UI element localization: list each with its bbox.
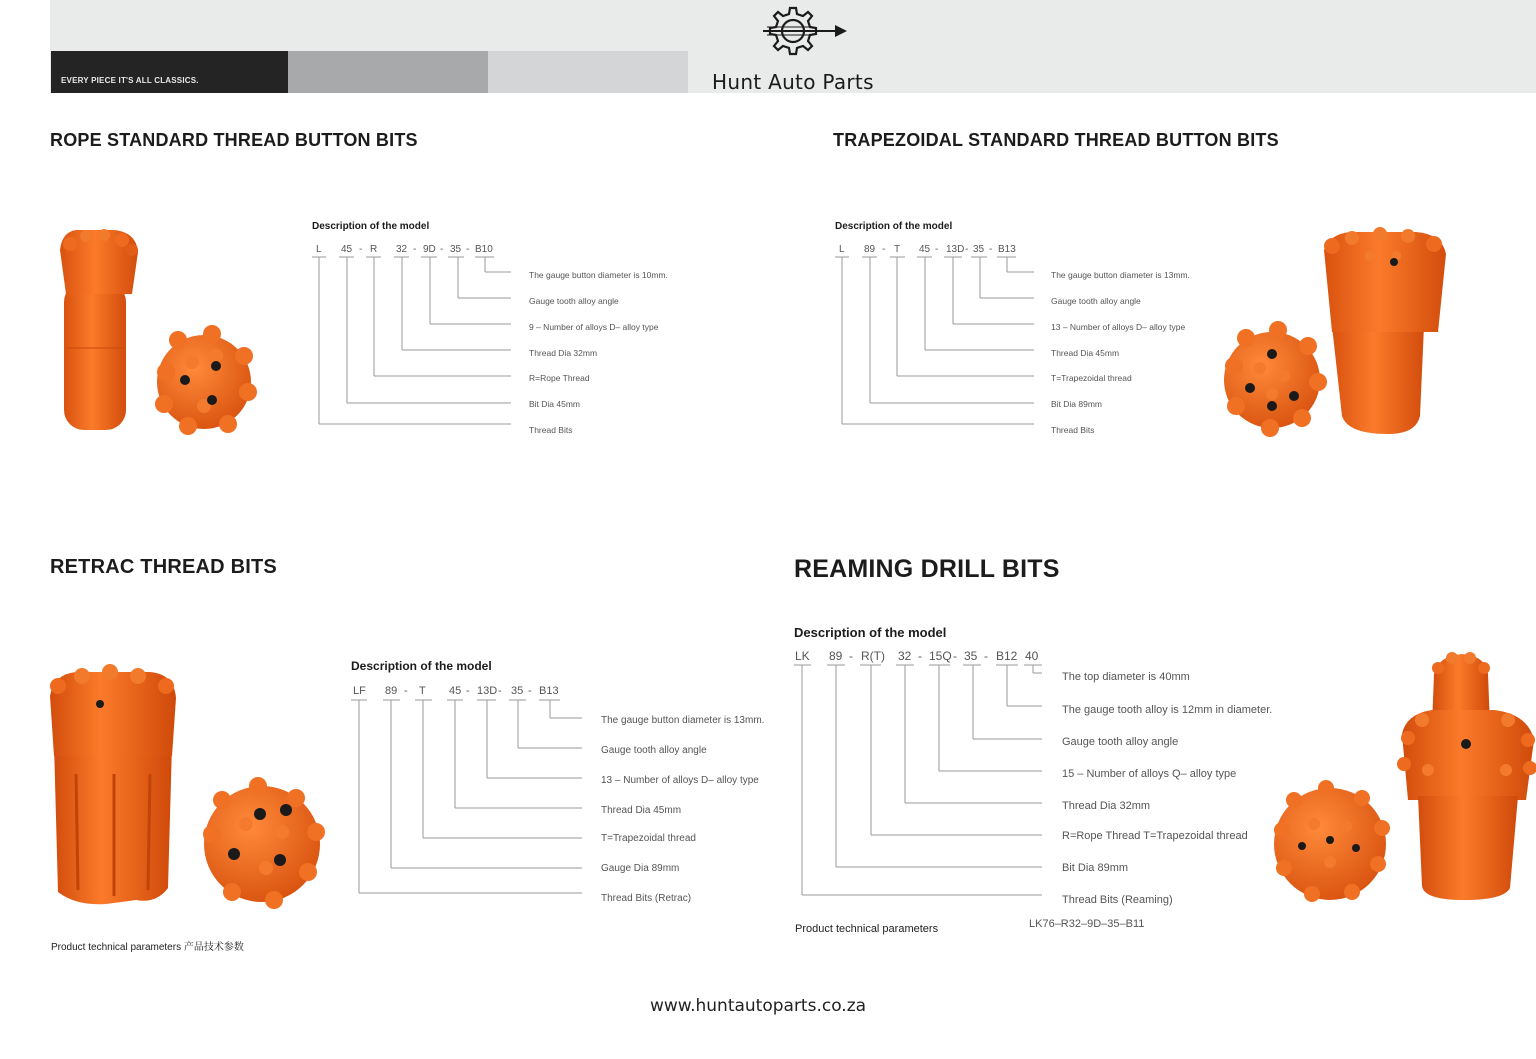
rope-label: Thread Dia 32mm xyxy=(529,348,598,358)
website-url[interactable]: www.huntautoparts.co.za xyxy=(649,996,867,1016)
rope-label: Bit Dia 45mm xyxy=(529,399,581,409)
retrac-label: 13 – Number of alloys D– alloy type xyxy=(601,775,759,786)
rope-label: Thread Bits xyxy=(529,425,573,435)
reaming-code-segment: 15Q xyxy=(929,649,952,663)
trap-label: Gauge tooth alloy angle xyxy=(1051,296,1141,306)
retrac-code-segment: LF xyxy=(353,685,366,697)
rope-label: The gauge button diameter is 10mm. xyxy=(529,270,668,280)
retrac-section-title: RETRAC THREAD BITS xyxy=(50,556,277,578)
retrac-code-separator: - xyxy=(466,685,470,697)
trap-label: Thread Dia 45mm xyxy=(1051,348,1120,358)
trap-code-segment: L xyxy=(839,244,845,255)
reaming-desc-title: Description of the model xyxy=(794,625,947,640)
retrac-code-segment: B13 xyxy=(539,685,559,697)
rope-code-segment: L xyxy=(316,244,322,255)
trap-code-segment: 13D xyxy=(946,244,965,255)
trap-label: Bit Dia 89mm xyxy=(1051,399,1103,409)
retrac-label: Gauge tooth alloy angle xyxy=(601,745,707,756)
reaming-label: R=Rope Thread T=Trapezoidal thread xyxy=(1062,830,1248,842)
reaming-code-segment: 32 xyxy=(898,649,912,663)
rope-code-segment: 32 xyxy=(396,244,408,255)
rope-label: 9 – Number of alloys D– alloy type xyxy=(529,322,659,332)
rope-code-separator: - xyxy=(466,244,470,255)
reaming-section-title: REAMING DRILL BITS xyxy=(794,555,1060,583)
reaming-example-model: LK76–R32–9D–35–B11 xyxy=(1029,918,1145,930)
reaming-code-segment: R(T) xyxy=(861,649,885,663)
trap-code-separator: - xyxy=(965,244,969,255)
trap-code-segment: 35 xyxy=(973,244,985,255)
rope-section-title: ROPE STANDARD THREAD BUTTON BITS xyxy=(50,130,418,150)
trap-code-segment: B13 xyxy=(998,244,1016,255)
reaming-code-separator: - xyxy=(918,649,922,663)
trap-code-segment: 45 xyxy=(919,244,931,255)
reaming-drill-bit-image xyxy=(1272,650,1536,906)
retrac-code-segment: 13D xyxy=(477,685,498,697)
reaming-code-segment: 89 xyxy=(829,649,843,663)
reaming-label: Thread Dia 32mm xyxy=(1062,800,1151,812)
reaming-label: The gauge tooth alloy is 12mm in diameter. xyxy=(1062,704,1273,716)
reaming-code-segment: 35 xyxy=(964,649,978,663)
reaming-label: The top diameter is 40mm xyxy=(1062,671,1190,683)
trapezoidal-section-title: TRAPEZOIDAL STANDARD THREAD BUTTON BITS xyxy=(833,130,1279,150)
rope-code-segment: B10 xyxy=(475,244,493,255)
retrac-label: The gauge button diameter is 13mm. xyxy=(601,715,765,726)
trap-label: The gauge button diameter is 13mm. xyxy=(1051,270,1190,280)
trap-code-separator: - xyxy=(989,244,993,255)
rope-label: R=Rope Thread xyxy=(529,373,590,383)
rope-code-segment: 9D xyxy=(423,244,436,255)
retrac-code-segment: 89 xyxy=(385,685,398,697)
rope-code-segment: 35 xyxy=(450,244,462,255)
rope-desc-title: Description of the model xyxy=(312,221,430,232)
retrac-label: T=Trapezoidal thread xyxy=(601,833,696,844)
retrac-label: Thread Dia 45mm xyxy=(601,805,682,816)
trap-code-separator: - xyxy=(882,244,886,255)
trap-label: 13 – Number of alloys D– alloy type xyxy=(1051,322,1186,332)
trapezoidal-desc-title: Description of the model xyxy=(835,221,953,232)
reaming-technical-parameters: Product technical parameters xyxy=(795,923,939,935)
reaming-label: 15 – Number of alloys Q– alloy type xyxy=(1062,768,1237,780)
reaming-label: Bit Dia 89mm xyxy=(1062,862,1129,874)
rope-code-separator: - xyxy=(440,244,444,255)
rope-label: Gauge tooth alloy angle xyxy=(529,296,619,306)
retrac-technical-parameters: Product technical parameters 产品技术参数 xyxy=(51,942,244,953)
trap-code-segment: 89 xyxy=(864,244,876,255)
rope-code-segment: R xyxy=(370,244,378,255)
retrac-code-segment: 45 xyxy=(449,685,462,697)
retrac-desc-title: Description of the model xyxy=(351,659,492,673)
trap-code-separator: - xyxy=(935,244,939,255)
trap-label: T=Trapezoidal thread xyxy=(1051,373,1132,383)
retrac-code-segment: 35 xyxy=(511,685,524,697)
reaming-code-separator: - xyxy=(953,649,957,663)
retrac-label: Thread Bits (Retrac) xyxy=(601,893,692,904)
tagline: EVERY PIECE IT'S ALL CLASSICS. xyxy=(61,76,199,85)
retrac-code-segment: T xyxy=(419,685,426,697)
reaming-code-separator: - xyxy=(984,649,988,663)
retrac-code-separator: - xyxy=(498,685,502,697)
trap-code-segment: T xyxy=(894,244,901,255)
reaming-code-segment: B12 xyxy=(996,649,1018,663)
trap-label: Thread Bits xyxy=(1051,425,1095,435)
reaming-code-segment: 40 xyxy=(1025,649,1039,663)
reaming-code-segment: LK xyxy=(795,649,810,663)
retrac-code-separator: - xyxy=(528,685,532,697)
rope-code-separator: - xyxy=(359,244,363,255)
rope-code-separator: - xyxy=(413,244,417,255)
brand-name: Hunt Auto Parts xyxy=(712,70,874,94)
rope-code-segment: 45 xyxy=(341,244,353,255)
retrac-label: Gauge Dia 89mm xyxy=(601,863,680,874)
reaming-code-separator: - xyxy=(849,649,853,663)
reaming-label: Gauge tooth alloy angle xyxy=(1062,736,1179,748)
retrac-code-separator: - xyxy=(404,685,408,697)
reaming-label: Thread Bits (Reaming) xyxy=(1062,894,1173,906)
